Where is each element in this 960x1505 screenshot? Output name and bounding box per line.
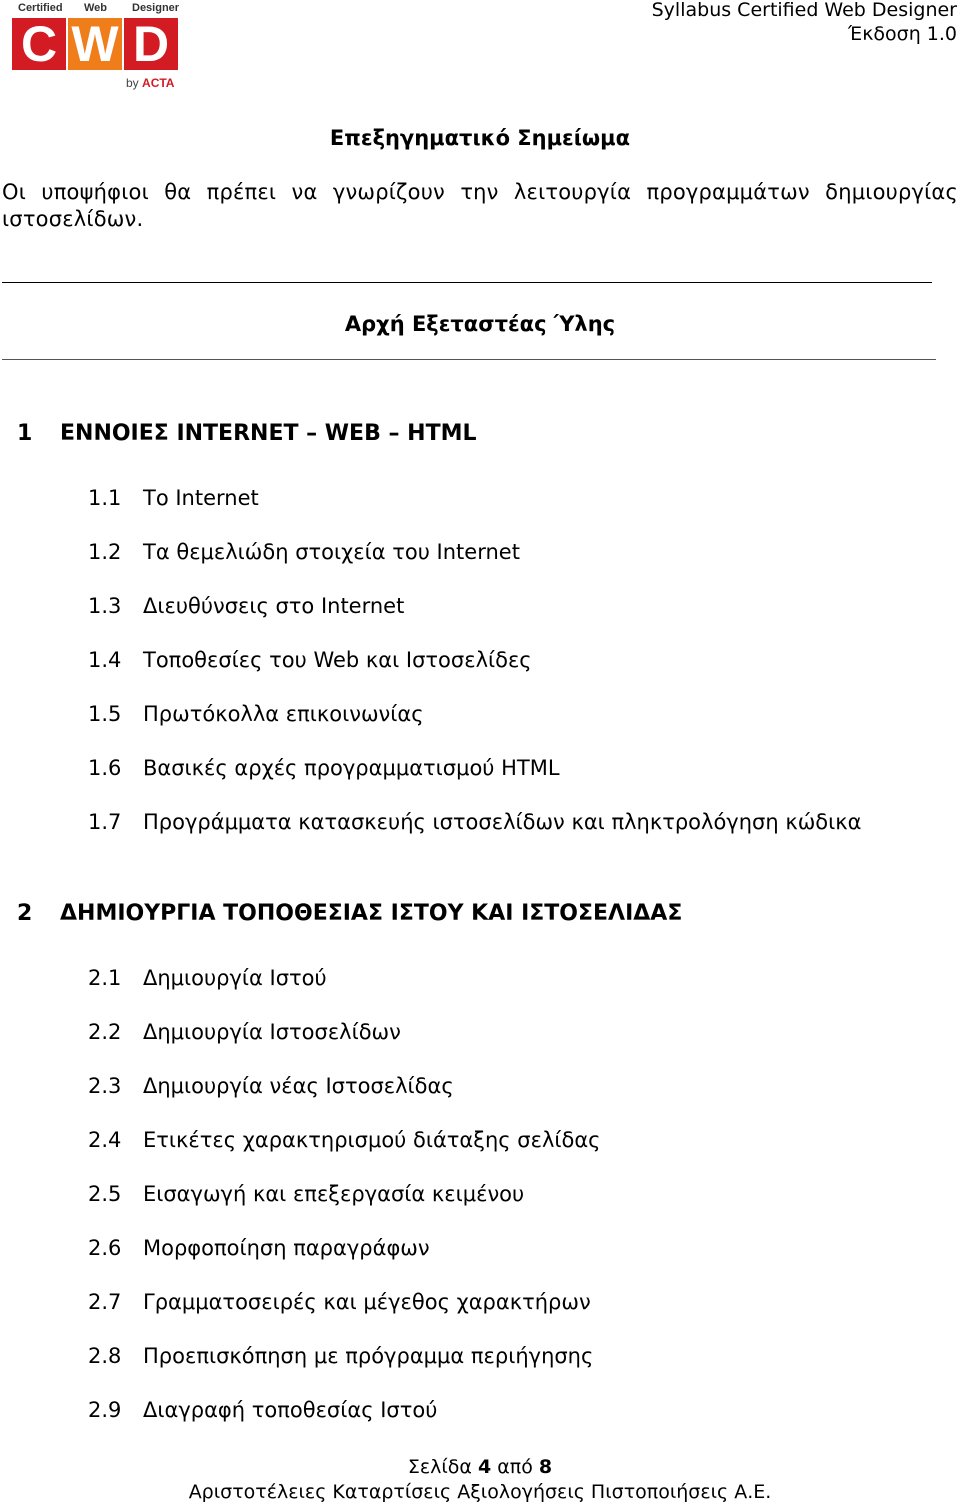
logo-letter-d: D <box>124 18 178 70</box>
item-label: Το Internet <box>143 486 259 510</box>
logo-word-designer: Designer <box>132 2 180 14</box>
item-number: 2.1 <box>88 966 122 990</box>
page-indicator <box>0 1455 960 1480</box>
section-2 <box>0 901 960 1422</box>
item-label: Τα θεμελιώδη στοιχεία του Internet <box>143 540 520 564</box>
header-version: Έκδοση 1.0 <box>848 23 957 45</box>
footer-company: Αριστοτέλειες Καταρτίσεις Αξιολογήσεις Πιστοποιήσεις Α.Ε. <box>188 1481 772 1503</box>
item-number: 2.4 <box>88 1128 122 1152</box>
item-number: 2.5 <box>88 1182 122 1206</box>
item-number: 2.9 <box>88 1398 122 1422</box>
item-number: 1.7 <box>88 810 122 834</box>
item-label: Γραμματοσειρές και μέγεθος χαρακτήρων <box>143 1290 591 1314</box>
exam-material-title: Αρχή Εξεταστέας Ύλης <box>344 312 616 336</box>
item-number: 2.8 <box>88 1344 122 1368</box>
item-number: 1.2 <box>88 540 122 564</box>
item-number: 1.6 <box>88 756 122 780</box>
item-number: 1.5 <box>88 702 122 726</box>
page-number: 4 <box>478 1456 492 1478</box>
section-number: 1 <box>17 421 33 446</box>
item-label: Ετικέτες χαρακτηρισμού διάταξης σελίδας <box>143 1128 601 1152</box>
item-label: Διευθύνσεις στο Internet <box>143 594 405 618</box>
item-number: 2.6 <box>88 1236 122 1260</box>
item-label: Τοποθεσίες του Web και Ιστοσελίδες <box>143 648 532 672</box>
note-text: Οι υποψήφιοι θα πρέπει να γνωρίζουν την λειτουργία προγραμμάτων δημιουργίας ιστοσελίδων. <box>2 180 958 231</box>
note-title: Επεξηγηματικό Σημείωμα <box>329 126 631 150</box>
divider-bottom <box>2 359 936 360</box>
item-label: Δημιουργία νέας Ιστοσελίδας <box>143 1074 454 1098</box>
header-syllabus-title: Syllabus Certified Web Designer <box>651 0 957 21</box>
section-1 <box>0 421 960 834</box>
divider-top <box>2 282 932 283</box>
item-label: Διαγραφή τοποθεσίας Ιστού <box>143 1398 438 1422</box>
page-footer <box>0 1455 960 1505</box>
section-heading <box>0 901 960 931</box>
item-number: 1.4 <box>88 648 122 672</box>
section-heading <box>0 421 960 451</box>
item-label: Προγράμματα κατασκευής ιστοσελίδων και πληκτρολόγηση κώδικα <box>143 810 862 834</box>
page-of: από <box>497 1456 533 1478</box>
page-prefix: Σελίδα <box>407 1456 472 1478</box>
item-number: 2.7 <box>88 1290 122 1314</box>
section-title: ΔΗΜΙΟΥΡΓΙΑ ΤΟΠΟΘΕΣΙΑΣ ΙΣΤΟΥ ΚΑΙ ΙΣΤΟΣΕΛΙΔΑΣ <box>60 901 683 926</box>
item-label: Πρωτόκολλα επικοινωνίας <box>143 702 424 726</box>
page-total: 8 <box>538 1456 553 1478</box>
logo-letter-w: W <box>68 18 122 70</box>
item-label: Προεπισκόπηση με πρόγραμμα περιήγησης <box>143 1344 594 1368</box>
item-number: 2.3 <box>88 1074 122 1098</box>
logo-acta-brand: ACTA <box>142 76 175 90</box>
item-label: Βασικές αρχές προγραμματισμού HTML <box>143 756 560 780</box>
item-number: 2.2 <box>88 1020 122 1044</box>
logo-by-prefix: by <box>126 76 139 90</box>
item-label: Δημιουργία Ιστοσελίδων <box>143 1020 401 1044</box>
logo-letter-c: C <box>12 18 66 70</box>
item-label: Εισαγωγή και επεξεργασία κειμένου <box>143 1182 525 1206</box>
document-header <box>652 0 957 46</box>
item-number: 1.1 <box>88 486 122 510</box>
item-number: 1.3 <box>88 594 122 618</box>
logo-word-certified: Certified <box>18 2 63 14</box>
logo-by-acta <box>126 76 174 90</box>
section-title: ΕΝΝΟΙΕΣ INTERNET – WEB – HTML <box>60 421 477 446</box>
item-label: Δημιουργία Ιστού <box>143 966 327 990</box>
section-number: 2 <box>17 901 33 926</box>
logo-word-web: Web <box>84 2 108 14</box>
cwd-logo <box>10 2 184 94</box>
item-label: Μορφοποίηση παραγράφων <box>143 1236 430 1260</box>
